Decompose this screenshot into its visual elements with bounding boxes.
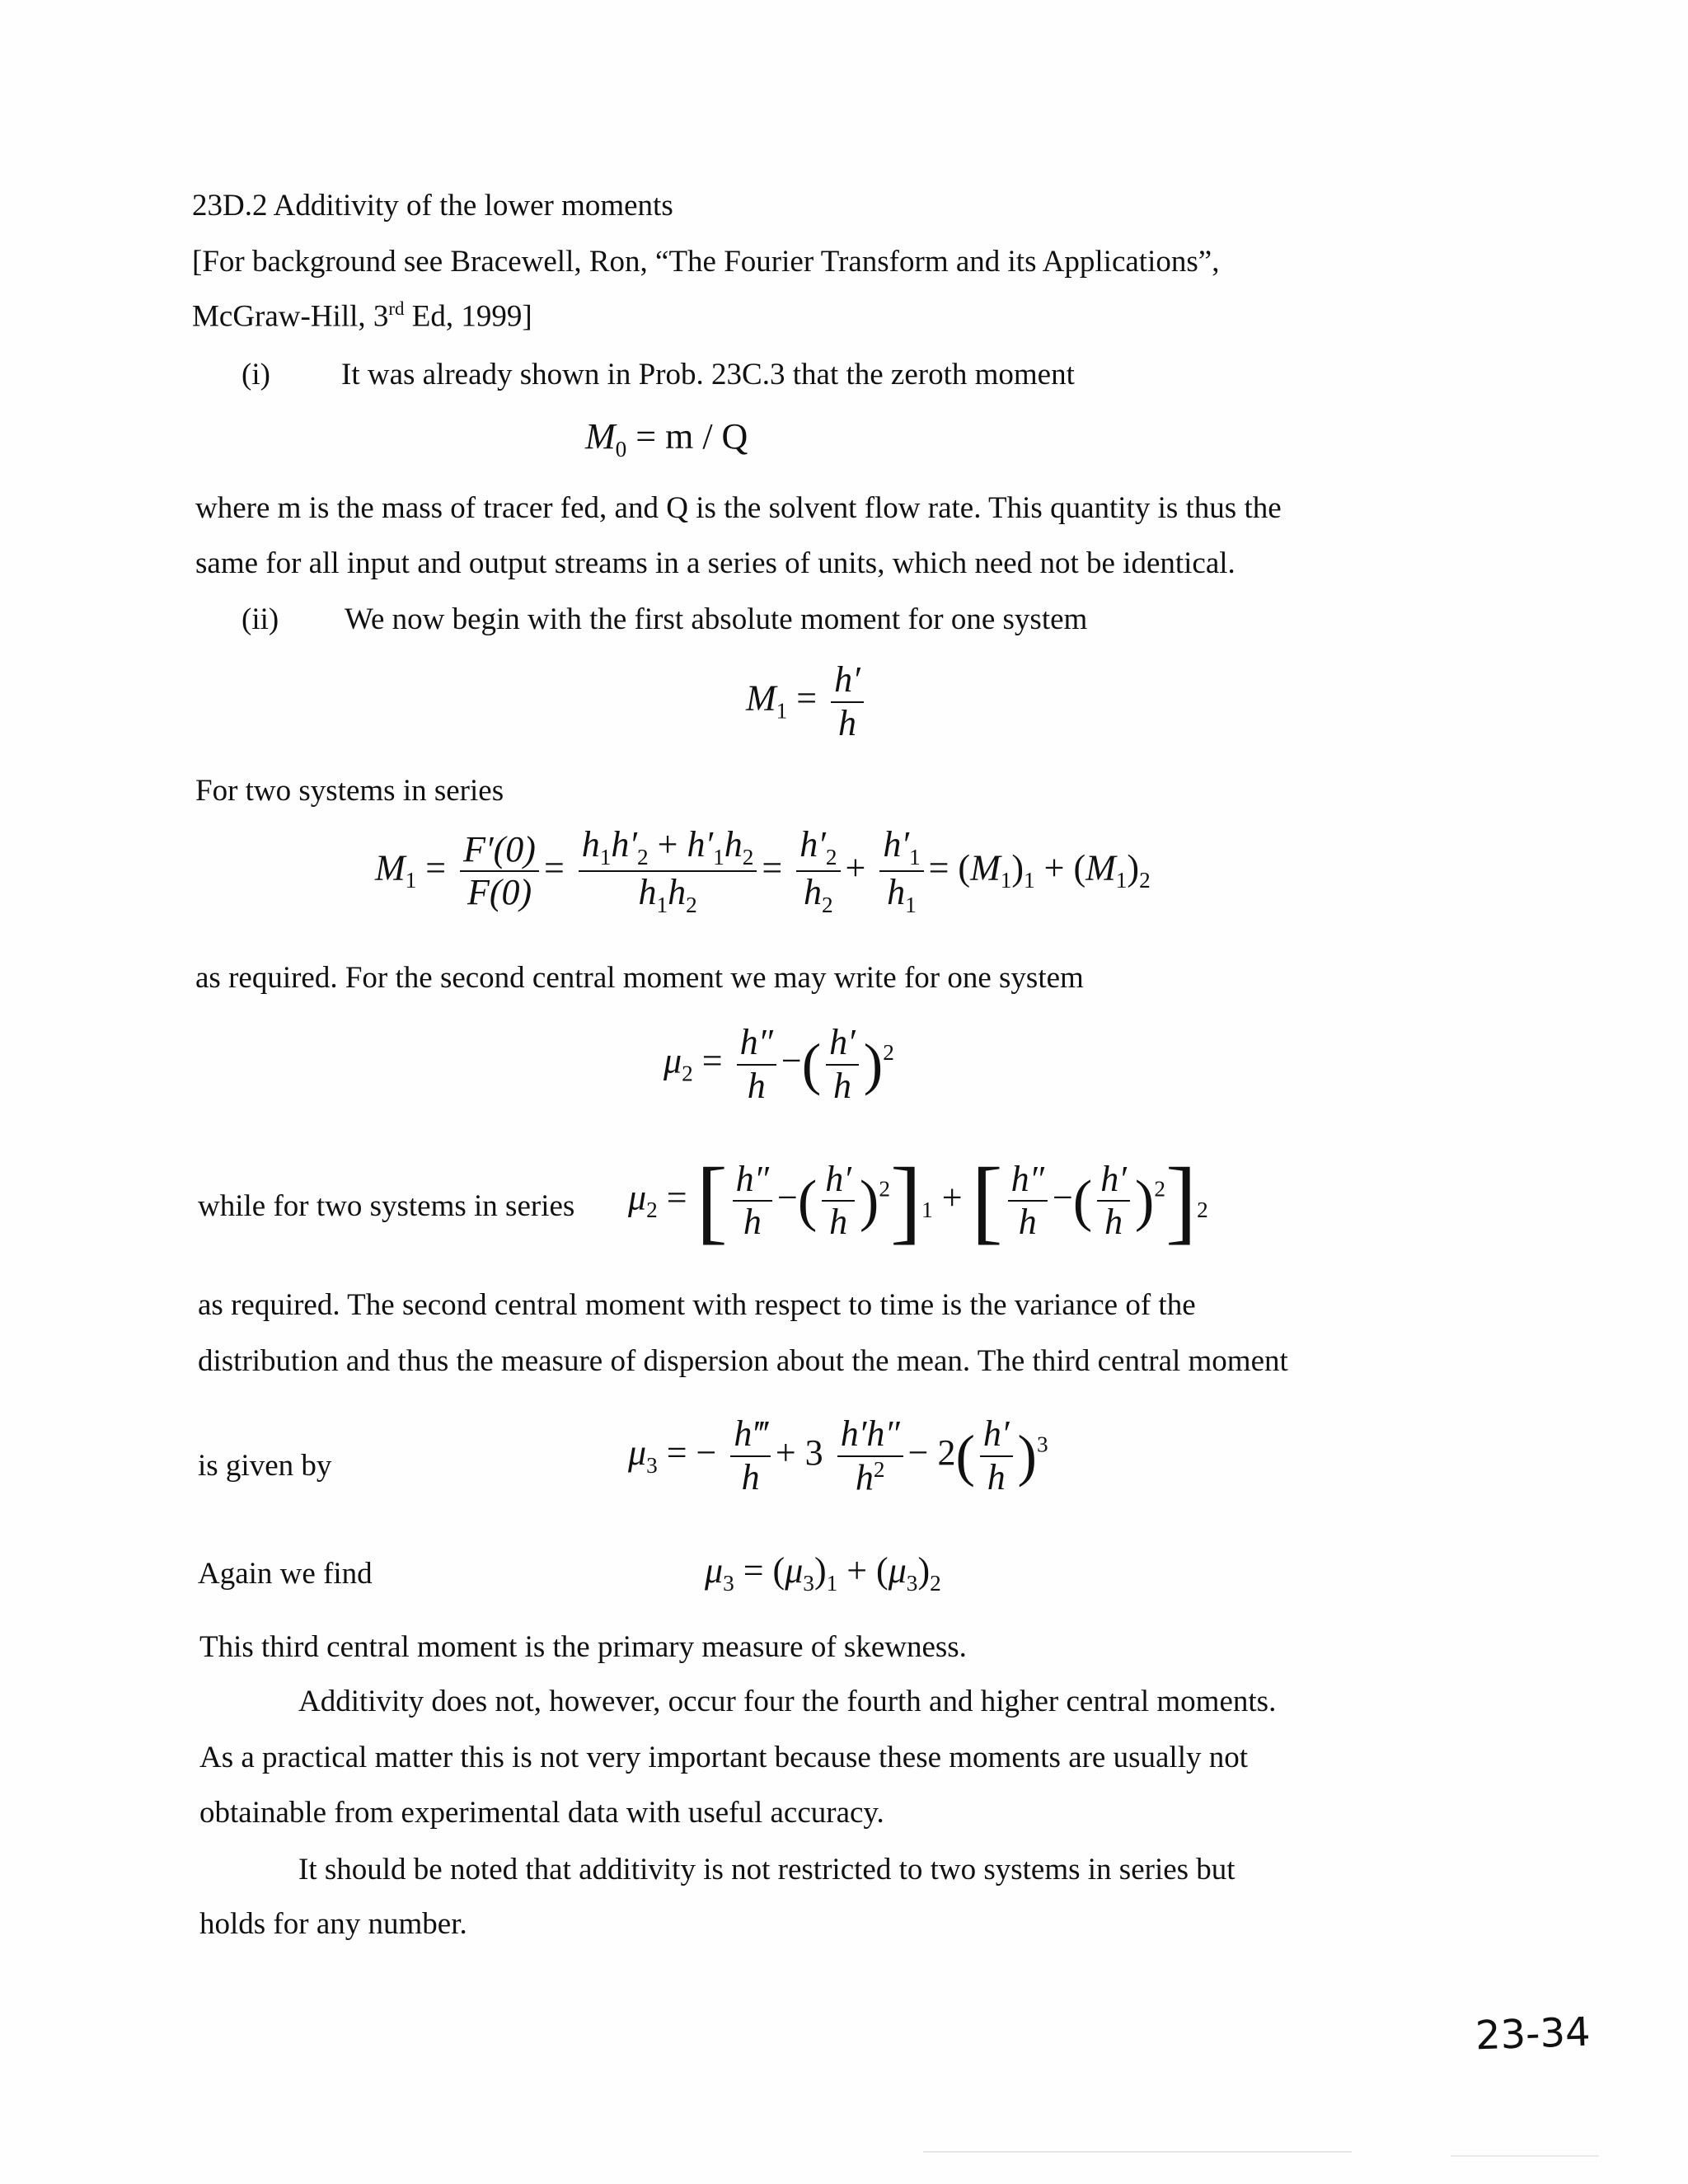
scan-artifact-line bbox=[1451, 2155, 1599, 2157]
equation-zeroth-moment: $M_0 = m / Q$ bbox=[585, 416, 748, 462]
additivity-note-line-2: holds for any number. bbox=[199, 1907, 467, 1941]
part-i-after-1: where m is the mass of tracer fed, and Q is the solvent flow rate. This quantity is thus the bbox=[195, 491, 1282, 525]
higher-moments-line-2: As a practical matter this is not very important because these moments are usually not bbox=[199, 1741, 1249, 1774]
handwritten-page-number: 23-34 bbox=[1475, 2008, 1592, 2060]
two-systems-text: For two systems in series bbox=[195, 774, 504, 808]
variance-text-2: distribution and thus the measure of dispersion about the mean. The third central moment bbox=[198, 1344, 1288, 1378]
part-i-after-2: same for all input and output streams in a series of units, which need not be identical. bbox=[195, 546, 1236, 580]
part-i-text: It was already shown in Prob. 23C.3 that the zeroth moment bbox=[341, 358, 1075, 391]
section-title: 23D.2 Additivity of the lower moments bbox=[192, 189, 673, 223]
skewness-text: This third central moment is the primary measure of skewness. bbox=[199, 1630, 967, 1664]
part-i-label: (i) bbox=[241, 358, 270, 391]
reference-line-2: McGraw-Hill, 3rd Ed, 1999] bbox=[192, 298, 532, 334]
higher-moments-line-1: Additivity does not, however, occur four the fourth and higher central moments. bbox=[298, 1685, 1277, 1718]
part-ii-label: (ii) bbox=[241, 602, 279, 636]
given-by-text: is given by bbox=[198, 1449, 332, 1483]
while-two-text: while for two systems in series bbox=[198, 1189, 575, 1223]
as-required-text: as required. For the second central moment we may write for one system bbox=[195, 961, 1084, 995]
equation-third-moment-series: $\mu_3 = (\mu_3)_1 + (\mu_3)_2$ bbox=[705, 1550, 941, 1596]
additivity-note-line-1: It should be noted that additivity is not restricted to two systems in series but bbox=[298, 1853, 1236, 1886]
equation-third-moment: $\mu_3$ = − $\frac{h‴}{h}$ + 3 $\frac{h'h''}{h^2}$ − 2( $\frac{h'}{h}$ )$^3$ bbox=[628, 1413, 1048, 1498]
variance-text-1: as required. The second central moment with respect to time is the variance of the bbox=[198, 1288, 1196, 1322]
reference-line-1: [For background see Bracewell, Ron, “The Fourier Transform and its Applications”, bbox=[192, 245, 1220, 279]
part-ii-text: We now begin with the first absolute moment for one system bbox=[345, 602, 1088, 636]
equation-second-moment: $\mu_2$ = $\frac{h''}{h}$ −( $\frac{h'}{h}$ )$^2$ bbox=[663, 1022, 894, 1106]
equation-first-moment: $M_1$ = $\frac{h'}{h}$ bbox=[746, 659, 869, 744]
again-text: Again we find bbox=[198, 1557, 373, 1591]
equation-second-moment-series: $\mu_2$ = [ $\frac{h''}{h}$ −( $\frac{h'}{h}$ )$^2]_1$ + [ $\frac{h''}{h}$ −( $\frac{h'}{h}$ )$^2]_2$ bbox=[628, 1148, 1208, 1253]
scan-artifact-line bbox=[923, 2151, 1352, 2153]
higher-moments-line-3: obtainable from experimental data with useful accuracy. bbox=[199, 1796, 884, 1830]
equation-first-moment-series: $M_1$ = $\frac{F'(0)}{F(0)}$ = $\frac{h_1h'_2 + h'_1h_2}{h_1h_2}$ = $\frac{h'_2}{h_2}$ + $\frac{h'_1}{h_1}$ = $(M_1)_1 + (M_1)_2$ bbox=[375, 824, 1151, 917]
